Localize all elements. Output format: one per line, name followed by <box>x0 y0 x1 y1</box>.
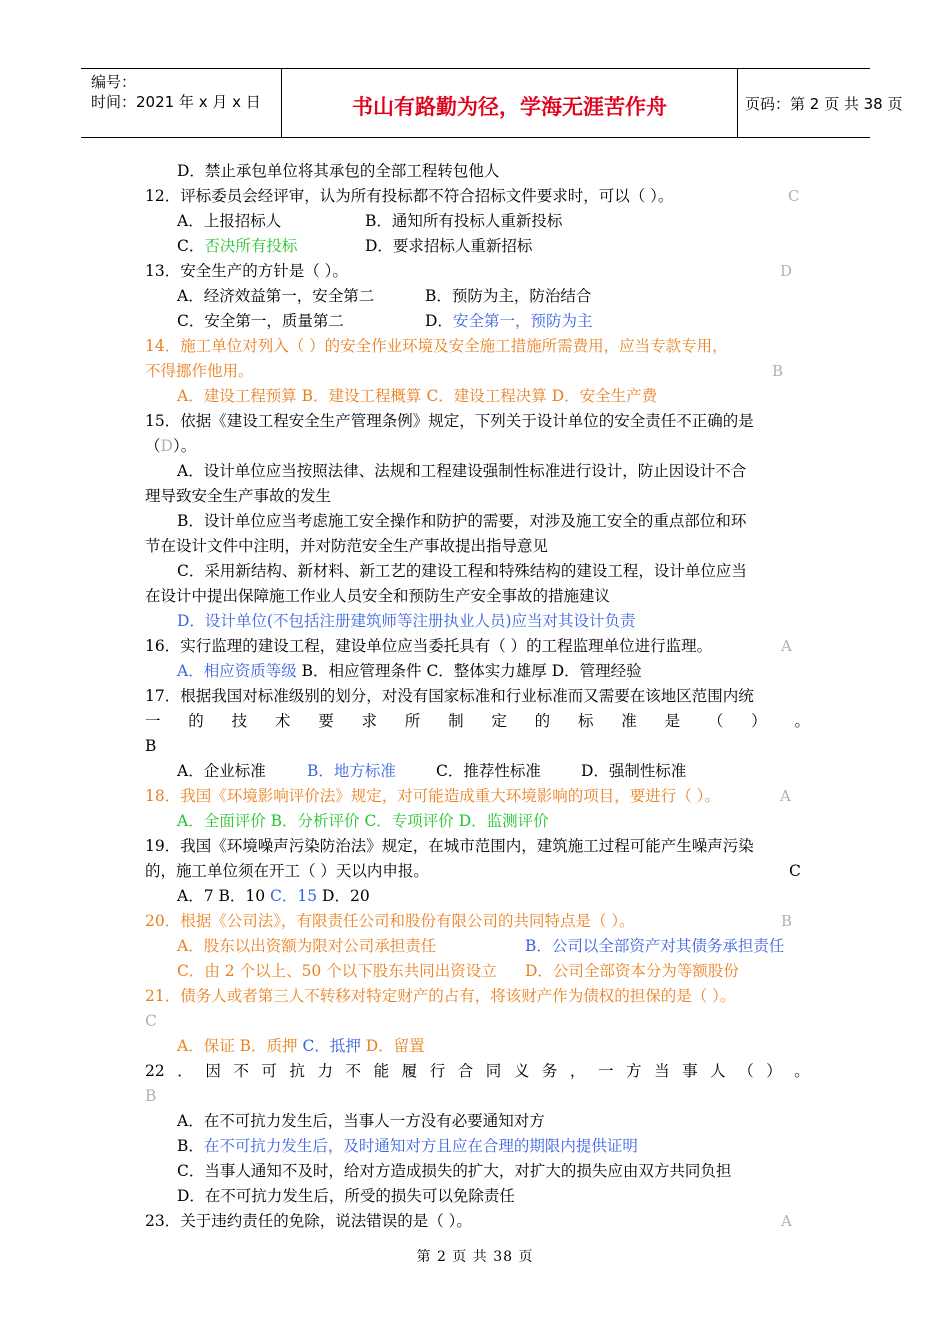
page-footer: 第 2 页 共 38 页 <box>416 1249 534 1265</box>
q13-option-c: C．安全第一，质量第二 <box>177 312 344 330</box>
q17-char: 技 <box>231 712 248 730</box>
q12-stem: 12．评标委员会经评审，认为所有投标都不符合招标文件要求时，可以（ ）。 <box>145 187 674 205</box>
q22-char: 履 <box>401 1062 418 1080</box>
q19-option-c: C．15 <box>270 887 318 905</box>
q22-char: 同 <box>485 1062 502 1080</box>
q17-char: 。 <box>794 712 810 730</box>
q19-options <box>177 885 370 907</box>
q22-char: ． <box>177 1062 193 1080</box>
q16-stem: 16．实行监理的建设工程，建设单位应当委托具有（ ）的工程监理单位进行监理。 <box>145 637 713 655</box>
q13-option-b: B．预防为主，防治结合 <box>425 287 592 305</box>
q17-char: 术 <box>274 712 291 730</box>
q22-char: （ <box>738 1062 754 1080</box>
q20-stem: 20．根据《公司法》，有限责任公司和股份有限公司的共同特点是（ ）。 <box>145 912 635 930</box>
q11-option-d: D．禁止承包单位将其承包的全部工程转包他人 <box>177 162 500 180</box>
q22-char: 不 <box>233 1062 249 1080</box>
q17-option-b: B．地方标准 <box>307 762 396 780</box>
q17-char: 一 <box>145 712 161 730</box>
q12-option-a: A．上报招标人 <box>177 212 282 230</box>
q22-option-a: A．在不可抗力发生后，当事人一方没有必要通知对方 <box>177 1112 545 1130</box>
q12-option-c-text: 否决所有投标 <box>204 237 298 255</box>
q22-char: 抗 <box>289 1062 305 1080</box>
q12-answer: C <box>788 187 800 205</box>
q17-char: 准 <box>621 712 637 730</box>
q13-option-d-text: 安全第一，预防为主 <box>452 312 593 330</box>
q19-options-ab: A．7 B．10 <box>177 887 271 905</box>
q20-option-b: B．公司以全部资产对其债务承担责任 <box>525 937 785 955</box>
q22-char: 人 <box>710 1062 726 1080</box>
q17-char: 求 <box>361 712 377 730</box>
q17-char: （ <box>707 712 724 730</box>
q22-char: 力 <box>317 1062 334 1080</box>
q21-answer: C <box>145 1012 157 1030</box>
q19-option-d: D．20 <box>317 887 370 905</box>
header-left <box>81 69 281 137</box>
q14-stem-line2: 不得挪作他用。 <box>145 362 254 380</box>
q20-option-c: C．由 2 个以上、50 个以下股东共同出资设立 <box>177 962 497 980</box>
q21-stem: 21．债务人或者第三人不转移对特定财产的占有，将该财产作为债权的担保的是（ ）。 <box>145 987 736 1005</box>
q22-char: 务 <box>541 1062 558 1080</box>
q12-option-c: C．否决所有投标 <box>177 237 298 255</box>
page-info: 页码：第 2 页 共 38 页 <box>745 95 903 113</box>
q14-answer: B <box>772 362 784 380</box>
q15-option-c-line1: C．采用新结构、新材料、新工艺的建设工程和特殊结构的建设工程，设计单位应当 <box>177 562 747 580</box>
q22-char: 可 <box>261 1062 277 1080</box>
motto: 书山有路勤为径，学海无涯苦作舟 <box>352 95 667 119</box>
q22-option-b: B．在不可抗力发生后，及时通知对方且应在合理的期限内提供证明 <box>177 1137 638 1155</box>
q22-answer: B <box>145 1087 157 1105</box>
q22-char: 能 <box>373 1062 390 1080</box>
q15-stem-line2 <box>145 435 196 457</box>
q23-stem: 23．关于违约责任的免除，说法错误的是（ ）。 <box>145 1212 472 1230</box>
header-right <box>737 69 903 137</box>
q15-option-b-line2: 节在设计文件中注明，并对防范安全生产事故提出指导意见 <box>145 537 549 555</box>
q17-option-c: C．推荐性标准 <box>436 762 541 780</box>
q22-char: 合 <box>457 1062 474 1080</box>
number-label: 编号： <box>91 73 137 91</box>
q12-option-b: B．通知所有投标人重新投标 <box>365 212 563 230</box>
q17-char: 所 <box>404 712 421 730</box>
q21-options-ab: A．保证 B．质押 <box>177 1037 303 1055</box>
q17-char: ） <box>751 712 767 730</box>
q22-option-b-text: 在不可抗力发生后，及时通知对方且应在合理的期限内提供证明 <box>203 1137 638 1155</box>
q22-char: 义 <box>513 1062 530 1080</box>
q22-char: 22 <box>145 1062 165 1080</box>
q18-answer: A <box>780 787 791 805</box>
q22-option-d: D．在不可抗力发生后，所受的损失可以免除责任 <box>177 1187 515 1205</box>
q17-char: 制 <box>448 712 464 730</box>
q13-option-d: D．安全第一，预防为主 <box>425 312 593 330</box>
q21-option-d: D．留置 <box>360 1037 425 1055</box>
q22-char: 方 <box>626 1062 642 1080</box>
q20-option-d: D．公司全部资本分为等额股份 <box>525 962 739 980</box>
q15-paren-open: （ <box>145 437 161 455</box>
q15-option-d: D．设计单位(不包括注册建筑师等注册执业人员)应当对其设计负责 <box>177 612 636 630</box>
q16-options-rest: B．相应管理条件 C．整体实力雄厚 D．管理经验 <box>296 662 642 680</box>
q22-char: 事 <box>682 1062 698 1080</box>
q15-option-a-line2: 理导致安全生产事故的发生 <box>145 487 332 505</box>
q15-option-b-line1: B．设计单位应当考虑施工安全操作和防护的需要，对涉及施工安全的重点部位和环 <box>177 512 747 530</box>
q15-option-a-line1: A．设计单位应当按照法律、法规和工程建设强制性标准进行设计，防止因设计不合 <box>177 462 747 480</box>
q17-char: 标 <box>577 712 594 730</box>
q15-answer: D <box>160 437 173 455</box>
q22-char: ， <box>569 1062 586 1080</box>
q17-stem-line2 <box>145 710 810 732</box>
q22-option-c: C．当事人通知不及时，给对方造成损失的扩大，对扩大的损失应由双方共同负担 <box>177 1162 732 1180</box>
q22-stem <box>145 1060 810 1082</box>
q21-option-c: C．抵押 <box>302 1037 361 1055</box>
q22-char: 一 <box>597 1062 614 1080</box>
header-middle <box>281 69 738 137</box>
q15-paren-close: ）。 <box>172 437 197 455</box>
q22-char: 当 <box>654 1062 670 1080</box>
q17-answer: B <box>145 737 157 755</box>
q17-option-a: A．企业标准 <box>177 762 266 780</box>
q13-stem: 13．安全生产的方针是（ ）。 <box>145 262 348 280</box>
q22-char: 因 <box>205 1062 221 1080</box>
q15-option-c-line2: 在设计中提出保障施工作业人员安全和预防生产安全事故的措施建议 <box>145 587 611 605</box>
q18-stem: 18．我国《环境影响评价法》规定，对可能造成重大环境影响的项目，要进行（ ）。 <box>145 787 720 805</box>
q19-stem-line2: 的，施工单位须在开工（ ）天以内申报。 <box>145 862 429 880</box>
q22-char: 行 <box>429 1062 446 1080</box>
q21-options <box>177 1035 425 1057</box>
q16-answer: A <box>781 637 792 655</box>
q16-options <box>177 660 642 682</box>
q12-option-d: D．要求招标人重新招标 <box>365 237 533 255</box>
q22-char: 不 <box>345 1062 362 1080</box>
q22-char: ） <box>766 1062 782 1080</box>
q17-char: 定 <box>491 712 507 730</box>
page-header <box>81 68 903 138</box>
q14-stem-line1: 14．施工单位对列入（ ）的安全作业环境及安全施工措施所需费用，应当专款专用， <box>145 337 728 355</box>
q19-answer: C <box>789 862 801 880</box>
q13-answer: D <box>780 262 793 280</box>
q17-stem-line1: 17．根据我国对标准级别的划分，对没有国家标准和行业标准而又需要在该地区范围内统 <box>145 687 754 705</box>
q17-char: 的 <box>188 712 204 730</box>
q20-answer: B <box>781 912 793 930</box>
q16-option-a: A．相应资质等级 <box>177 662 297 680</box>
q15-stem-line1: 15．依据《建设工程安全生产管理条例》规定，下列关于设计单位的安全责任不正确的是 <box>145 412 754 430</box>
q23-answer: A <box>781 1212 792 1230</box>
q22-char: 。 <box>794 1062 810 1080</box>
q17-option-d: D．强制性标准 <box>581 762 687 780</box>
q17-char: 是 <box>664 712 681 730</box>
q17-char: 的 <box>534 712 551 730</box>
q17-char: 要 <box>318 712 334 730</box>
q19-stem-line1: 19．我国《环境噪声污染防治法》规定，在城市范围内，建筑施工过程可能产生噪声污染 <box>145 837 754 855</box>
q14-options: A．建设工程预算 B．建设工程概算 C．建设工程决算 D．安全生产费 <box>177 387 658 405</box>
q20-option-a: A．股东以出资额为限对公司承担责任 <box>177 937 437 955</box>
q13-option-a: A．经济效益第一，安全第二 <box>177 287 375 305</box>
q18-options: A．全面评价 B．分析评价 C．专项评价 D．监测评价 <box>177 812 549 830</box>
time-label: 时间：2021 年 x 月 x 日 <box>91 93 261 111</box>
